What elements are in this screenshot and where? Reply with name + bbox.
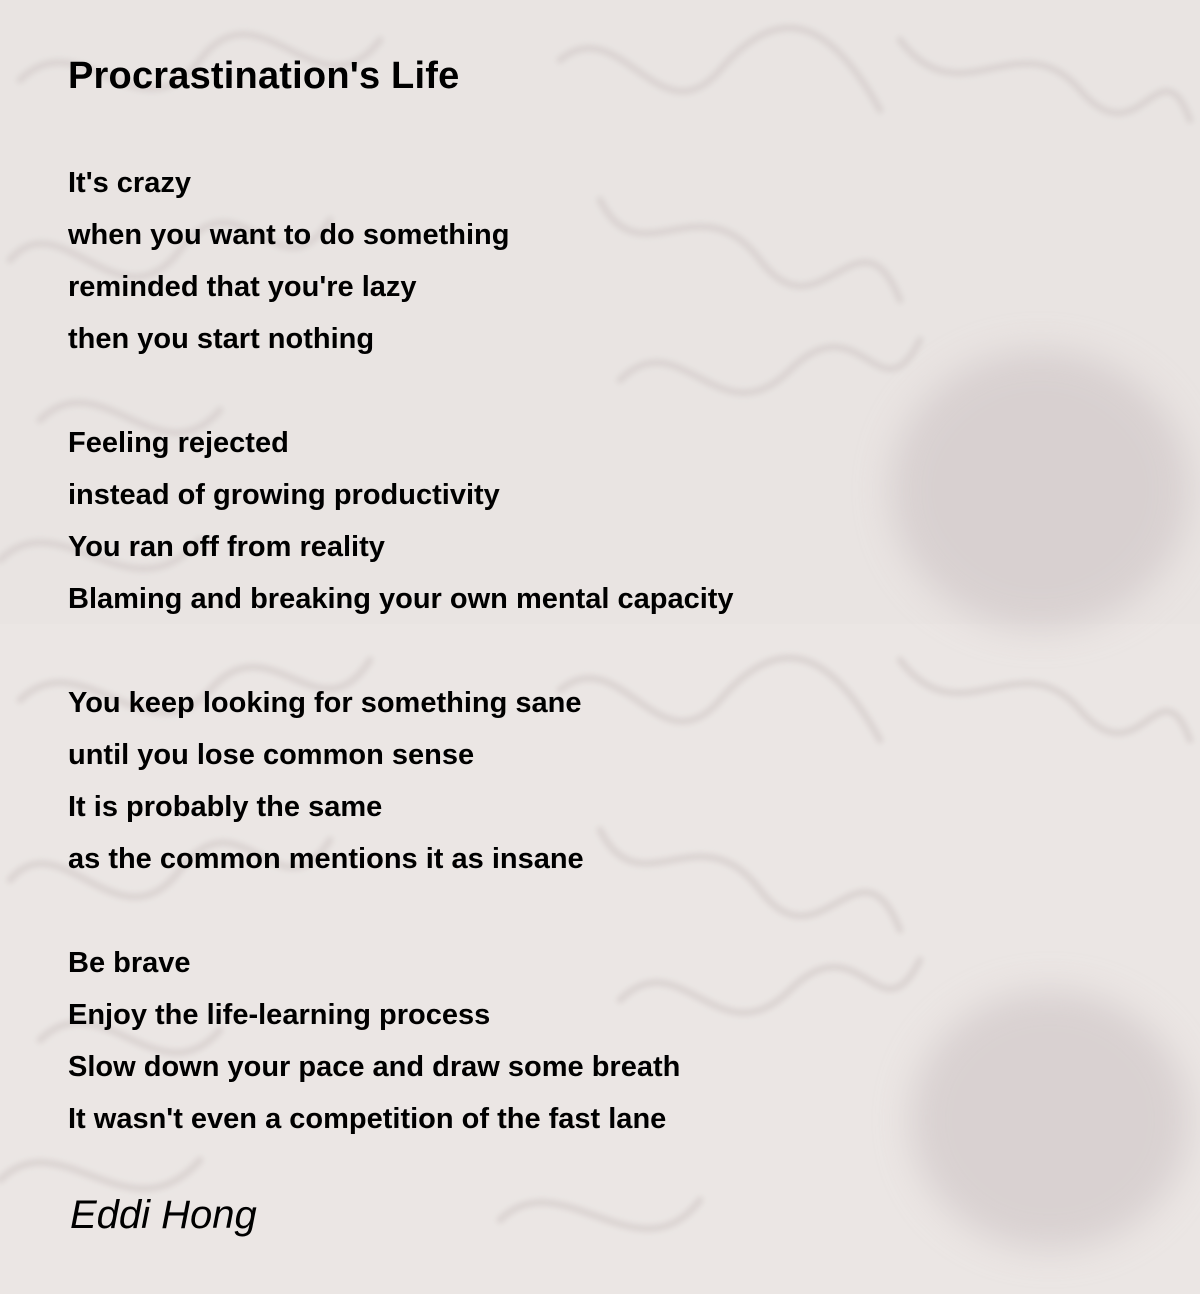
poem-line: Be brave [68, 947, 191, 979]
poem-container [68, 52, 1148, 1197]
poem-line: It is probably the same [68, 791, 383, 823]
stanza-3 [68, 677, 1148, 885]
poem-line: It's crazy [68, 167, 191, 199]
poem-line: as the common mentions it as insane [68, 843, 584, 875]
poem-line: reminded that you're lazy [68, 271, 417, 303]
poem-line: You keep looking for something sane [68, 687, 582, 719]
poem-line: Enjoy the life-learning process [68, 999, 491, 1031]
poem-line: It wasn't even a competition of the fast lane [68, 1103, 667, 1135]
poem-title: Procrastination's Life [68, 55, 460, 97]
stanza-1 [68, 157, 1148, 365]
poem-line: until you lose common sense [68, 739, 475, 771]
stanza-4 [68, 937, 1148, 1145]
poem-line: Feeling rejected [68, 427, 289, 459]
poem-line: then you start nothing [68, 323, 375, 355]
poem-line: when you want to do something [68, 219, 510, 251]
poem-line: Blaming and breaking your own mental capacity [68, 583, 734, 615]
poem-line: instead of growing productivity [68, 479, 500, 511]
poem-line: You ran off from reality [68, 531, 385, 563]
poem-author: Eddi Hong [70, 1193, 257, 1237]
stanza-2 [68, 417, 1148, 625]
poem-line: Slow down your pace and draw some breath [68, 1051, 681, 1083]
poem-body [68, 157, 1148, 1145]
